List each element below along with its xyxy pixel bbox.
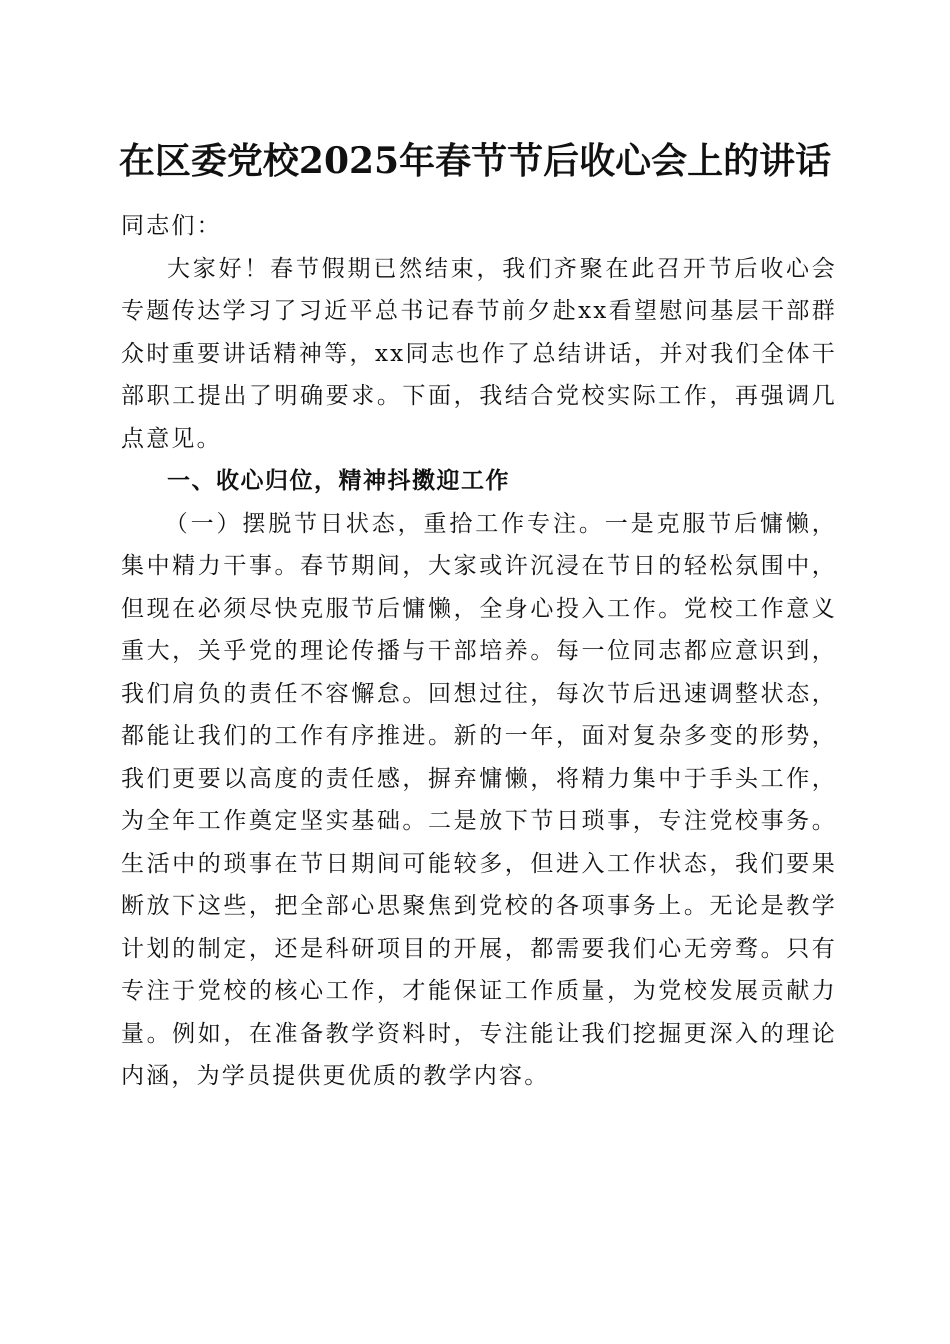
section-paragraph	[121, 503, 837, 1098]
section-heading: 一、收心归位，精神抖擞迎工作	[167, 468, 510, 494]
document-title: 在区委党校2025年春节节后收心会上的讲话	[118, 140, 832, 182]
subsection-body: 一是克服节后慵懒，集中精力干事。春节期间，大家或许沉浸在节日的轻松氛围中，但现在必须尽快克服节后慵懒，全身心投入工作。党校工作意义重大，关乎党的理论传播与干部培养。每一位同志都应意识到，我们肩负的责任不容懈怠。回想过往，每次节后迅速调整状态，都能让我们的工作有序推进。新的一年，面对复杂多变的形势，我们更要以高度的责任感，摒弃慵懒，将精力集中于手头工作，为全年工作奠定坚实基础。二是放下节日琐事，专注党校事务。生活中的琐事在节日期间可能较多，但进入工作状态，我们要果断放下这些，把全部心思聚焦到党校的各项事务上。无论是教学计划的制定，还是科研项目的开展，都需要我们心无旁骛。只有专注于党校的核心工作，才能保证工作质量，为党校发展贡献力量。例如，在准备教学资料时，专注能让我们挖掘更深入的理论内涵，为学员提供更优质的教学内容。	[121, 510, 837, 1089]
intro-paragraph: 大家好！春节假期已然结束，我们齐聚在此召开节后收心会专题传达学习了习近平总书记春节前夕赴xx看望慰问基层干部群众时重要讲话精神等，xx同志也作了总结讲话，并对我们全体干部职工提出了明确要求。下面，我结合党校实际工作，再强调几点意见。	[121, 255, 837, 452]
document-body	[121, 205, 837, 1098]
salutation: 同志们：	[121, 213, 222, 239]
subsection-heading: （一）摆脱节日状态，重拾工作专注。	[164, 510, 605, 537]
